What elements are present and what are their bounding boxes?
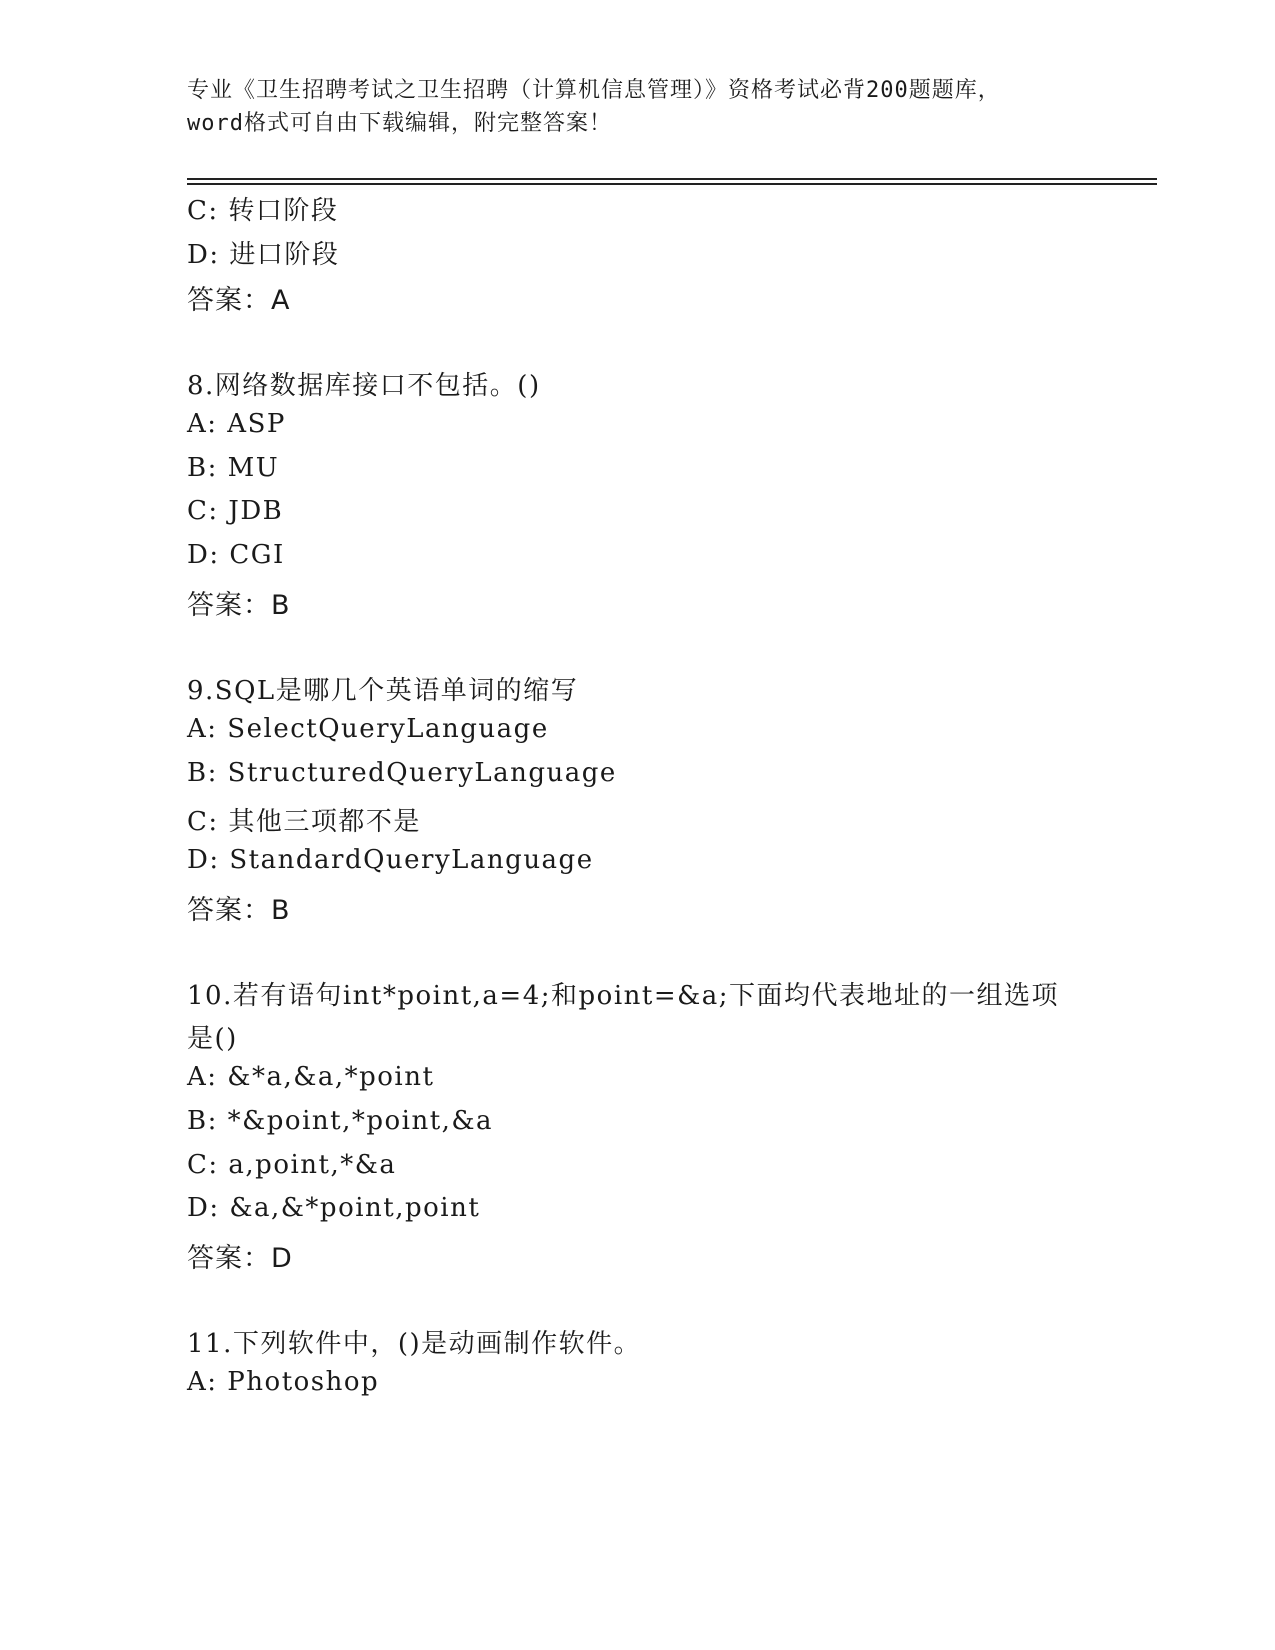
q8-option-a: A: ASP bbox=[187, 409, 286, 439]
q10-option-d: D: &a,&*point,point bbox=[187, 1193, 481, 1223]
q7-option-d: D: 进口阶段 bbox=[187, 240, 340, 270]
header-line-2: word格式可自由下载编辑，附完整答案！ bbox=[187, 111, 612, 136]
q9-option-c: C: 其他三项都不是 bbox=[187, 807, 421, 837]
q8-option-b: B: MU bbox=[187, 453, 280, 483]
q11-option-a: A: Photoshop bbox=[187, 1367, 380, 1397]
q9-question: 9.SQL是哪几个英语单词的缩写 bbox=[187, 676, 579, 706]
q9-answer: 答案：B bbox=[187, 895, 291, 926]
q10-option-c: C: a,point,*&a bbox=[187, 1150, 397, 1180]
q11-question: 11.下列软件中，()是动画制作软件。 bbox=[187, 1329, 642, 1359]
q9-option-a: A: SelectQueryLanguage bbox=[187, 714, 549, 744]
header-divider-bottom bbox=[187, 183, 1157, 185]
q8-option-c: C: JDB bbox=[187, 496, 284, 526]
q9-option-b: B: StructuredQueryLanguage bbox=[187, 758, 617, 788]
document-header bbox=[187, 74, 1087, 140]
q10-option-a: A: &*a,&a,*point bbox=[187, 1062, 435, 1092]
q8-question: 8.网络数据库接口不包括。() bbox=[187, 371, 541, 401]
q10-answer: 答案：D bbox=[187, 1243, 293, 1274]
q8-answer: 答案：B bbox=[187, 590, 291, 621]
q7-answer: 答案：A bbox=[187, 285, 291, 316]
q10-question-line-1: 10.若有语句int*point,a=4;和point=&a;下面均代表地址的一组选项 bbox=[187, 981, 1060, 1011]
q10-question-line-2: 是() bbox=[187, 1024, 238, 1054]
q7-option-c: C: 转口阶段 bbox=[187, 196, 339, 226]
header-divider-top bbox=[187, 178, 1157, 180]
q9-option-d: D: StandardQueryLanguage bbox=[187, 845, 594, 875]
header-line-1: 专业《卫生招聘考试之卫生招聘（计算机信息管理）》资格考试必背200题题库， bbox=[187, 78, 1001, 103]
q10-option-b: B: *&point,*point,&a bbox=[187, 1106, 494, 1136]
q8-option-d: D: CGI bbox=[187, 540, 285, 570]
